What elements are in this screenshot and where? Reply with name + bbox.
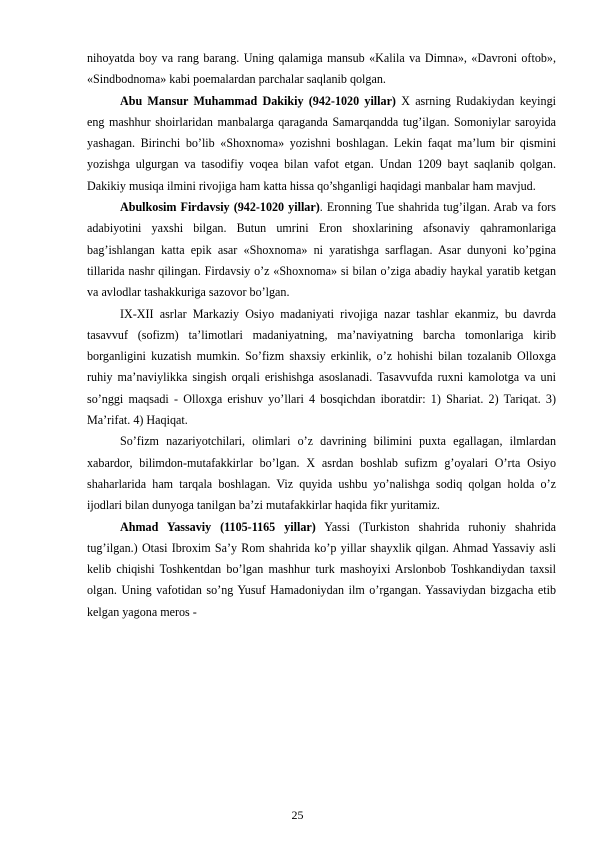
- paragraph-2: [87, 91, 556, 197]
- paragraph-6-heading: Ahmad Yassaviy (1105-1165 yillar): [120, 519, 316, 534]
- page-number: 25: [291, 808, 304, 822]
- body-text: [87, 48, 556, 623]
- paragraph-5-text: So’fizm nazariyotchilari, olimlari o’z davrining bilimini puxta egallagan, ilmlardan xabardor, bilimdon-mutafakkirlar bo’lgan. X asrdan boshlab sufizm g’oyalari O’rta Osiyo shaharlarida ham tarqala boshlagan. Viz quyida ushbu yo’nalishga sodiq qolgan holda o’z ijodlari bilan dunyoga tanilgan ba’zi mutafakkirlar haqida fikr yuritamiz.: [87, 434, 556, 513]
- paragraph-1-text: nihoyatda boy va rang barang. Uning qalamiga mansub «Kalila va Dimna», «Davroni oftob», «Sindbodnoma» kabi poemalardan parchalar saqlanib qolgan.: [87, 51, 556, 87]
- paragraph-3: [87, 197, 556, 303]
- paragraph-6-text: Yassi (Turkiston shahrida ruhoniy shahrida tug’ilgan.) Otasi Ibroxim Sa’y Rom shahrida ko’p yillar shayxlik qilgan. Ahmad Yassaviy asli kelib chiqishi Toshkentdan bo’lgan mashhur turk mashoyixi Arslonbob Toshkandiydan taxsil olgan. Uning vafotidan so’ng Yusuf Hamadoniydan ilm o’rgangan. Yassaviydan bizgacha etib kelgan yagona meros -: [87, 519, 556, 619]
- paragraph-2-heading: Abu Mansur Muhammad Dakikiy (942-1020 yillar): [120, 93, 396, 108]
- paragraph-3-text: . Eronning Tue shahrida tug’ilgan. Arab va fors adabiyotini yaxshi bilgan. Butun umrini Eron shoxlarining afsonaviy qahramonlariga bag’ishlangan katta epik asar «Shoxnoma» ni yaratishga sarflagan. Asar dunyoni ko’pgina tillarida nashr qilingan. Firdavsiy o’z «Shoxnoma» si bilan o’ziga abadiy haykal yaratib ketgan va avlodlar tashakkuriga sazovor bo’lgan.: [87, 200, 556, 300]
- paragraph-5: [87, 431, 556, 516]
- paragraph-4: [87, 304, 556, 432]
- paragraph-4-text: IX-XII asrlar Markaziy Osiyo madaniyati rivojiga nazar tashlar ekanmiz, bu davrda tasavvuf (sofizm) ta’limotlari madaniyatning, ma’naviyatning barcha tomonlariga kirib borganligini kuzatish mumkin. So’fizm shaxsiy erkinlik, o’z hohishi bilan tozalanib Olloxga ruhiy ma’naviylikka singish orqali erishishga asoslanadi. Tasavvufda ruxni kamolotga va uni so’nggi maqsadi - Olloxga erishuv yo’llari 4 bosqichdan iboratdir: 1) Shariat. 2) Tariqat. 3) Ma’rifat. 4) Haqiqat.: [87, 306, 556, 428]
- paragraph-3-heading: Abulkosim Firdavsiy (942-1020 yillar): [120, 200, 320, 215]
- paragraph-6: [87, 517, 556, 623]
- paragraph-1: [87, 48, 556, 91]
- paragraph-2-text: X asrning Rudakiydan keyingi eng mashhur shoirlaridan manbalarga qaraganda Samarqandda tug’ilgan. Somoniylar saroyida yashagan. Birinchi bo’lib «Shoxnoma» yozishni boshlagan. Lekin faqat ma’lum bir qismini yozishga ulgurgan va tasodifiy voqea bilan vafot etgan. Undan 1209 bayt saqlanib qolgan. Dakikiy musiqa ilmini rivojiga ham katta hissa qo’shganligi haqidagi manbalar ham mavjud.: [87, 93, 556, 193]
